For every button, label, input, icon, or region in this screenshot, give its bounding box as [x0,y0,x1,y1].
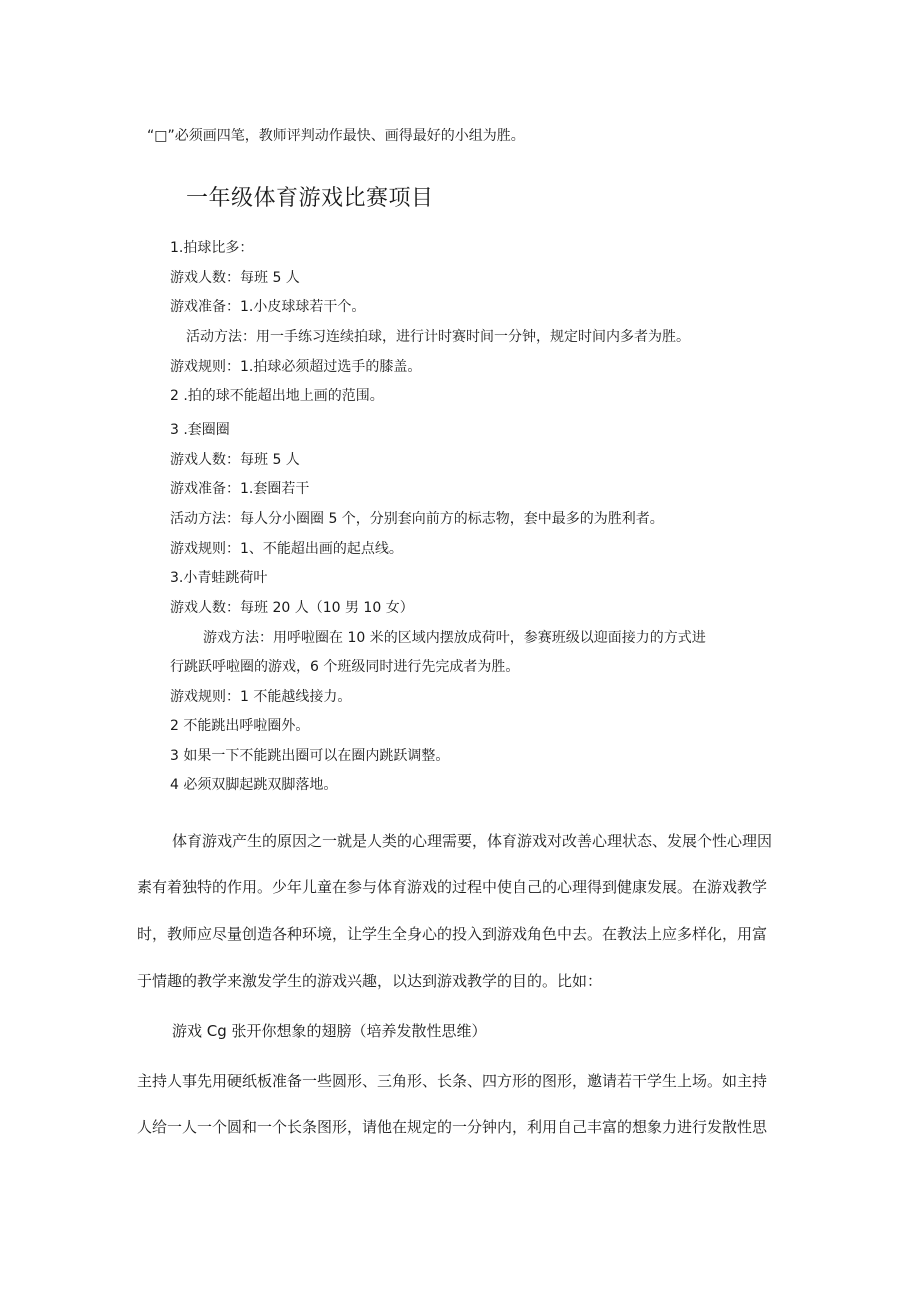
game-line: 游戏方法：用呼啦圈在 10 米的区域内摆放成荷叶，参赛班级以迎面接力的方式进 [203,630,706,646]
game-line: 游戏规则：1、不能超出画的起点线。 [170,541,403,557]
game-line: 4 必须双脚起跳双脚落地。 [170,777,338,793]
essay-line: 游戏 Cg 张开你想象的翅膀（培养发散性思维） [172,1022,487,1040]
document-title: 一年级体育游戏比赛项目 [186,186,434,211]
game-line: 游戏人数：每班 20 人（10 男 10 女） [170,600,414,616]
game-line: 2 .拍的球不能超出地上画的范围。 [170,388,384,404]
game-line: 游戏准备：1.小皮球球若干个。 [170,299,366,315]
game-line: 活动方法：每人分小圈圈 5 个，分别套向前方的标志物，套中最多的为胜利者。 [170,511,664,527]
essay-line: 素有着独特的作用。少年儿童在参与体育游戏的过程中使自己的心理得到健康发展。在游戏教学 [137,878,768,896]
game-line: 3 如果一下不能跳出圈可以在圈内跳跃调整。 [170,748,450,764]
essay-line: 体育游戏产生的原因之一就是人类的心理需要，体育游戏对改善心理状态、发展个性心理因 [172,832,773,850]
game-line: 游戏人数：每班 5 人 [170,270,300,286]
game-line: 游戏人数：每班 5 人 [170,452,300,468]
game-line: 3 .套圈圈 [170,422,230,438]
essay-line: 于情趣的教学来激发学生的游戏兴趣，以达到游戏教学的目的。比如： [137,972,603,990]
intro-line: “□”必须画四笔，教师评判动作最快、画得最好的小组为胜。 [147,128,525,144]
game-line: 游戏准备：1.套圈若干 [170,481,310,497]
game-line: 3.小青蛙跳荷叶 [170,570,268,586]
game-line: 行跳跃呼啦圈的游戏，6 个班级同时进行先完成者为胜。 [170,659,520,675]
essay-line: 时，教师应尽量创造各种环境，让学生全身心的投入到游戏角色中去。在教法上应多样化，用富 [137,925,768,943]
essay-line: 人给一人一个圆和一个长条图形，请他在规定的一分钟内，利用自己丰富的想象力进行发散性思 [137,1118,768,1136]
game-line: 游戏规则：1.拍球必须超过选手的膝盖。 [170,359,422,375]
essay-line: 主持人事先用硬纸板准备一些圆形、三角形、长条、四方形的图形，邀请若干学生上场。如主持 [137,1072,768,1090]
game-line: 2 不能跳出呼啦圈外。 [170,718,310,734]
game-line: 游戏规则：1 不能越线接力。 [170,689,352,705]
game-line: 活动方法：用一手练习连续拍球，进行计时赛时间一分钟，规定时间内多者为胜。 [186,329,690,345]
game-line: 1.拍球比多： [170,240,254,256]
